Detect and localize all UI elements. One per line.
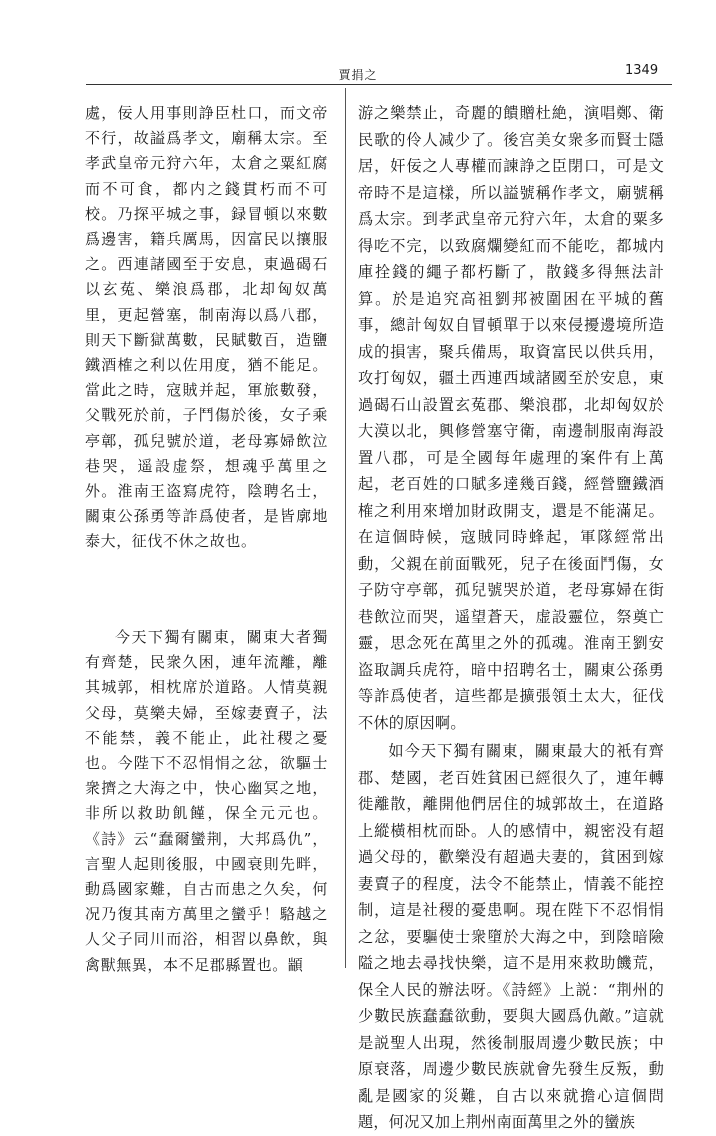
translation-paragraph-1: 游之樂禁止，奇麗的饋贈杜絶，演唱鄭、衛民歌的伶人减少了。後宫美女衆多而賢士隱居，奸佞之人專權而諫諍之臣閉口，可是文帝時不是這樣，所以謚號稱作孝文，廟號稱爲太宗。到孝武皇帝元狩六年，太倉的粟多得吃不完，以致腐爛變紅而不能吃，都城内庫拴錢的繩子都朽斷了，散錢多得無法計算。於是追究高祖劉邦被圍困在平城的舊事，總計匈奴自冒頓單于以來侵擾邊境所造成的損害，聚兵備馬，取資富民以供兵用，攻打匈奴，疆土西連西域諸國至於安息，東過碣石山設置玄菟郡、樂浪郡，北却匈奴於大漠以北，興修營塞守衛，南邊制服南海設置八郡，可是全國每年處理的案件有上萬起，老百姓的口賦多達幾百錢，經營鹽鐵酒榷之利用來增加財政開支，還是不能滿足。在這個時候，寇賊同時蜂起，軍隊經常出動，父親在前面戰死，兒子在後面鬥傷，女子防守亭鄣，孤兒號哭於道，老母寡婦在街巷飲泣而哭，遥望蒼天，虚設靈位，祭奠亡靈，思念死在萬里之外的孤魂。淮南王劉安盗取調兵虎符，暗中招聘名士，關東公孫勇等詐爲使者，這些都是擴張領土太大，征伐不休的原因啊。 <box>358 104 664 732</box>
column-divider <box>345 88 346 968</box>
page-number: 1349 <box>625 63 659 78</box>
translation-paragraph-2: 如今天下獨有關東，關東最大的衹有齊郡、楚國，老百姓貧困已經很久了，連年轉徙離散，離開他們居住的城郭故土，在道路上縱橫相枕而卧。人的感情中，親密没有超過父母的，歡樂没有超過夫妻的，貧困到嫁妻賣子的程度，法令不能禁止，情義不能控制，這是社稷的憂患啊。現在陛下不忍悁悁之忿，要驅使士衆墮於大海之中，到陰暗險隘之地去尋找快樂，這不是用來救助饑荒，保全人民的辦法呀。《詩經》上説：“荆州的少數民族蠢蠢欲動，要與大國爲仇敵。”這就是説聖人出現，然後制服周邊少數民族；中原衰落，周邊少數民族就會先發生反叛，動亂是國家的災難，自古以來就擔心這個問題，何况又加上荆州南面萬里之外的蠻族 <box>358 742 664 1131</box>
running-header-title: 賈捐之 <box>338 68 378 82</box>
original-text-column <box>85 101 328 555</box>
original-paragraph-1: 處，佞人用事則諍臣杜口，而文帝不行，故謚爲孝文，廟稱太宗。至孝武皇帝元狩六年，太倉之粟紅腐而不可食，都内之錢貫朽而不可校。乃探平城之事，録冒頓以來數爲邊害，籍兵厲馬，因富民以攘服之。西連諸國至于安息，東過碣石以玄菟、樂浪爲郡，北却匈奴萬里，更起營塞，制南海以爲八郡，則天下斷獄萬數，民賦數百，造鹽鐵酒榷之利以佐用度，猶不能足。當此之時，寇賊并起，軍旅數發，父戰死於前，子鬥傷於後，女子乘亭鄣，孤兒號於道，老母寡婦飲泣巷哭，遥設虚祭，想魂乎萬里之外。淮南王盗寫虎符，陰聘名士，關東公孫勇等詐爲使者，是皆廓地泰大，征伐不休之故也。 <box>85 104 328 551</box>
header-rule <box>86 84 672 85</box>
translation-column <box>358 100 664 1136</box>
original-text-column-2 <box>85 625 328 978</box>
original-paragraph-2: 今天下獨有關東，關東大者獨有齊楚，民衆久困，連年流離，離其城郭，相枕席於道路。人情莫親父母，莫樂夫婦，至嫁妻賣子，法不能禁，義不能止，此社稷之憂也。今陛下不忍悁悁之忿，欲驅士衆擠之大海之中，快心幽冥之地，非所以救助飢饉，保全元元也。《詩》云“蠢爾蠻荆，大邦爲仇”，言聖人起則後服，中國衰則先畔，動爲國家難，自古而患之久矣，何况乃復其南方萬里之蠻乎！駱越之人父子同川而浴，相習以鼻飲，與禽獸無異，本不足郡縣置也。顓 <box>85 628 328 974</box>
